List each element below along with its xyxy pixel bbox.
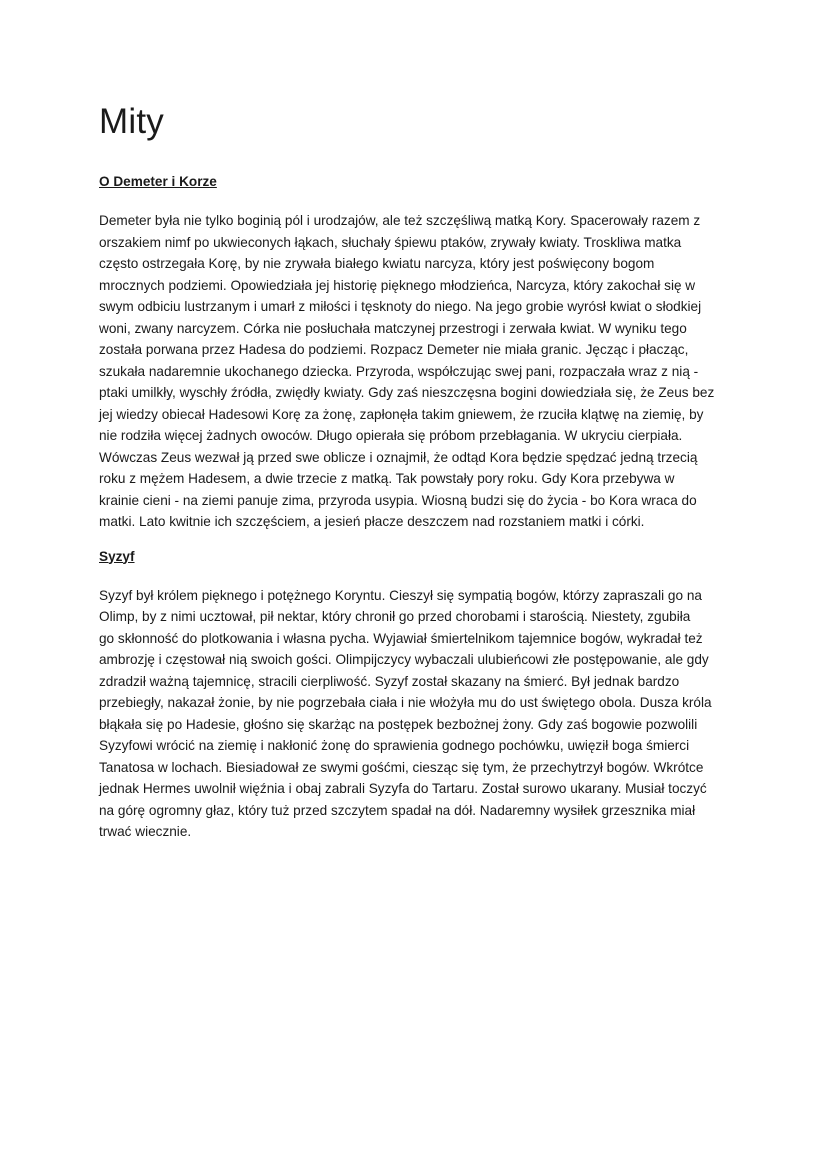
paragraph-line: mrocznych podziemi. Opowiedziała jej historię pięknego młodzieńca, Narcyza, który zakochał się w [99,277,696,293]
document-page [99,98,739,857]
paragraph-line: jej wiedzy obiecał Hadesowi Korę za żonę, zapłonęła takim gniewem, że rzuciła klątwę na ziemię, by [99,406,704,422]
document-title: Mity [99,102,164,141]
paragraph-line: nie rodziła więcej żadnych owoców. Długo opierała się próbom przebłagania. W ukryciu cierpiała. [99,428,683,443]
paragraph-line: Wówczas Zeus wezwał ją przed swe oblicze i oznajmił, że odtąd Kora będzie spędzać jedną trzecią [99,449,698,465]
paragraph-line: go skłonność do plotkowania i własna pycha. Wyjawiał śmiertelnikom tajemnice bogów, wykradał też [99,630,703,646]
paragraph-line: swym odbiciu lustrzanym i umarł z miłości i tęsknoty do niego. Na jego grobie wyrósł kwiat o słodkiej [99,299,702,314]
paragraph-line: często ostrzegała Korę, by nie zrywała białego kwiatu narcyza, który jest poświęcony bogom [99,256,655,271]
paragraph-line: woni, zwany narcyzem. Córka nie posłuchała matczynej przestrogi i zerwała kwiat. W wyniku tego [99,320,687,336]
paragraph-line: trwać wiecznie. [99,824,192,839]
paragraph-line: została porwana przez Hadesa do podziemi. Rozpacz Demeter nie miała granic. Jęcząc i płacząc, [99,342,689,357]
paragraph-line: Olimp, by z nimi ucztował, pił nektar, który chronił go przed chorobami i starością. Niestety, zgubiła [99,609,691,624]
section-paragraph [99,585,739,843]
section-demeter [99,172,739,533]
paragraph-line: zdradził ważną tajemnicę, stracili cierpliwość. Syzyf został skazany na śmierć. Był jednak bardzo [99,673,680,689]
paragraph-line: orszakiem nimf po ukwieconych łąkach, słuchały śpiewu ptaków, zrywały kwiaty. Troskliwa matka [99,234,682,250]
paragraph-line: Demeter była nie tylko boginią pól i urodzajów, ale też szczęśliwą matką Kory. Spacerowały razem z [99,213,701,228]
paragraph-line: ptaki umilkły, wyschły źródła, zwiędły kwiaty. Gdy zaś nieszczęsna bogini dowiedziała się, że Zeus bez [99,385,715,400]
paragraph-line: krainie cieni - na ziemi panuje zima, przyroda usypia. Wiosną budzi się do życia - bo Kora wraca do [99,492,697,508]
paragraph-line: Syzyf był królem pięknego i potężnego Koryntu. Cieszył się sympatią bogów, którzy zapraszali go na [99,587,702,603]
paragraph-line: ambrozję i częstował nią swoich gości. Olimpijczycy wybaczali ulubieńcowi złe postępowanie, ale gdy [99,652,709,667]
paragraph-line: roku z mężem Hadesem, a dwie trzecie z matką. Tak powstały pory roku. Gdy Kora przebywa w [99,471,675,486]
paragraph-line: jednak Hermes uwolnił więźnia i obaj zabrali Syzyfa do Tartaru. Został surowo ukarany. Musiał toczyć [99,781,707,796]
paragraph-line: Tanatosa w lochach. Biesiadował ze swymi gośćmi, ciesząc się tym, że przechytrzył bogów. Wkrótce [99,759,704,775]
section-heading: Syzyf [99,548,135,564]
section-syzyf [99,547,739,843]
paragraph-line: przebiegły, nakazał żonie, by nie pogrzebała ciała i nie włożyła mu do ust świętego obola. Dusza króla [99,695,712,710]
paragraph-line: matki. Lato kwitnie ich szczęściem, a jesień płacze deszczem nad rozstaniem matki i córki. [99,514,645,529]
paragraph-line: błąkała się po Hadesie, głośno się skarżąc na postępek bezbożnej żony. Gdy zaś bogowie pozwolili [99,716,698,732]
paragraph-line: Syzyfowi wrócić na ziemię i nakłonić żonę do sprawienia godnego pochówku, uwięził boga śmierci [99,738,690,753]
section-heading: O Demeter i Korze [99,174,217,189]
section-paragraph [99,210,739,533]
paragraph-line: na górę ogromny głaz, który tuż przed szczytem spadał na dół. Nadaremny wysiłek grzesznika miał [99,802,696,818]
paragraph-line: szukała nadaremnie ukochanego dziecka. Przyroda, współczując swej pani, rozpaczała wraz z nią - [99,363,699,379]
